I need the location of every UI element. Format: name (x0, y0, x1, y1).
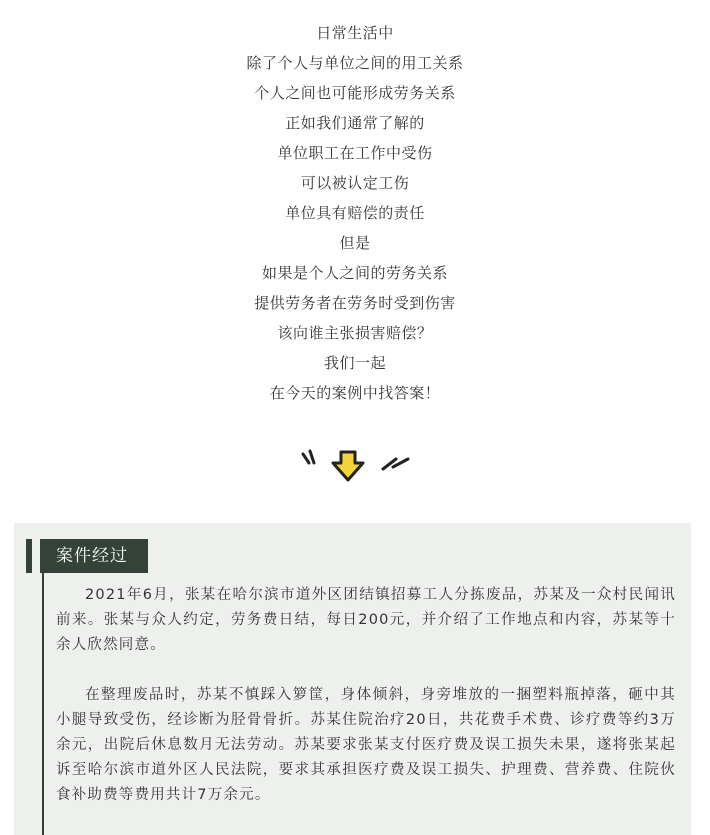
intro-line: 日常生活中 (316, 24, 394, 42)
intro-line: 个人之间也可能形成劳务关系 (254, 84, 456, 102)
intro-line: 提供劳务者在劳务时受到伤害 (254, 294, 456, 312)
intro-line: 该向谁主张损害赔偿？ (277, 324, 433, 342)
intro-line: 单位职工在工作中受伤 (277, 144, 433, 162)
case-section-header (26, 539, 148, 573)
vertical-rule (42, 573, 44, 835)
case-section-body (56, 583, 676, 833)
intro-line: 正如我们通常了解的 (285, 114, 425, 132)
case-paragraph: 在整理废品时，苏某不慎踩入箩筐，身体倾斜，身旁堆放的一捆塑料瓶掉落，砸中其小腿导致受伤，经诊断为胫骨骨折。苏某住院治疗20日，共花费手术费、诊疗费等约3万余元，出院后休息数月无法劳动。苏某要求张某支付医疗费及误工损失未果，遂将张某起诉至哈尔滨市道外区人民法院，要求其承担医疗费及误工损失、护理费、营养费、住院伙食补助费等费用共计7万余元。 (56, 687, 676, 803)
intro-line: 可以被认定工伤 (300, 174, 410, 192)
intro-line: 但是 (339, 234, 371, 252)
intro-line: 如果是个人之间的劳务关系 (261, 264, 448, 282)
intro-line: 在今天的案例中找答案！ (269, 384, 441, 402)
header-accent-bar (26, 539, 32, 573)
arrow-down-icon (295, 445, 415, 490)
case-paragraph: 2021年6月，张某在哈尔滨市道外区团结镇招募工人分拣废品，苏某及一众村民闻讯前来。张某与众人约定，劳务费日结，每日200元，并介绍了工作地点和内容，苏某等十余人欣然同意。 (56, 587, 676, 653)
intro-line: 我们一起 (323, 354, 386, 372)
case-section-title: 案件经过 (40, 539, 148, 573)
intro-line: 除了个人与单位之间的用工关系 (246, 54, 464, 72)
intro-line: 单位具有赔偿的责任 (285, 204, 425, 222)
intro-text (0, 18, 710, 408)
divider-decoration (295, 445, 415, 490)
case-section (14, 523, 691, 835)
